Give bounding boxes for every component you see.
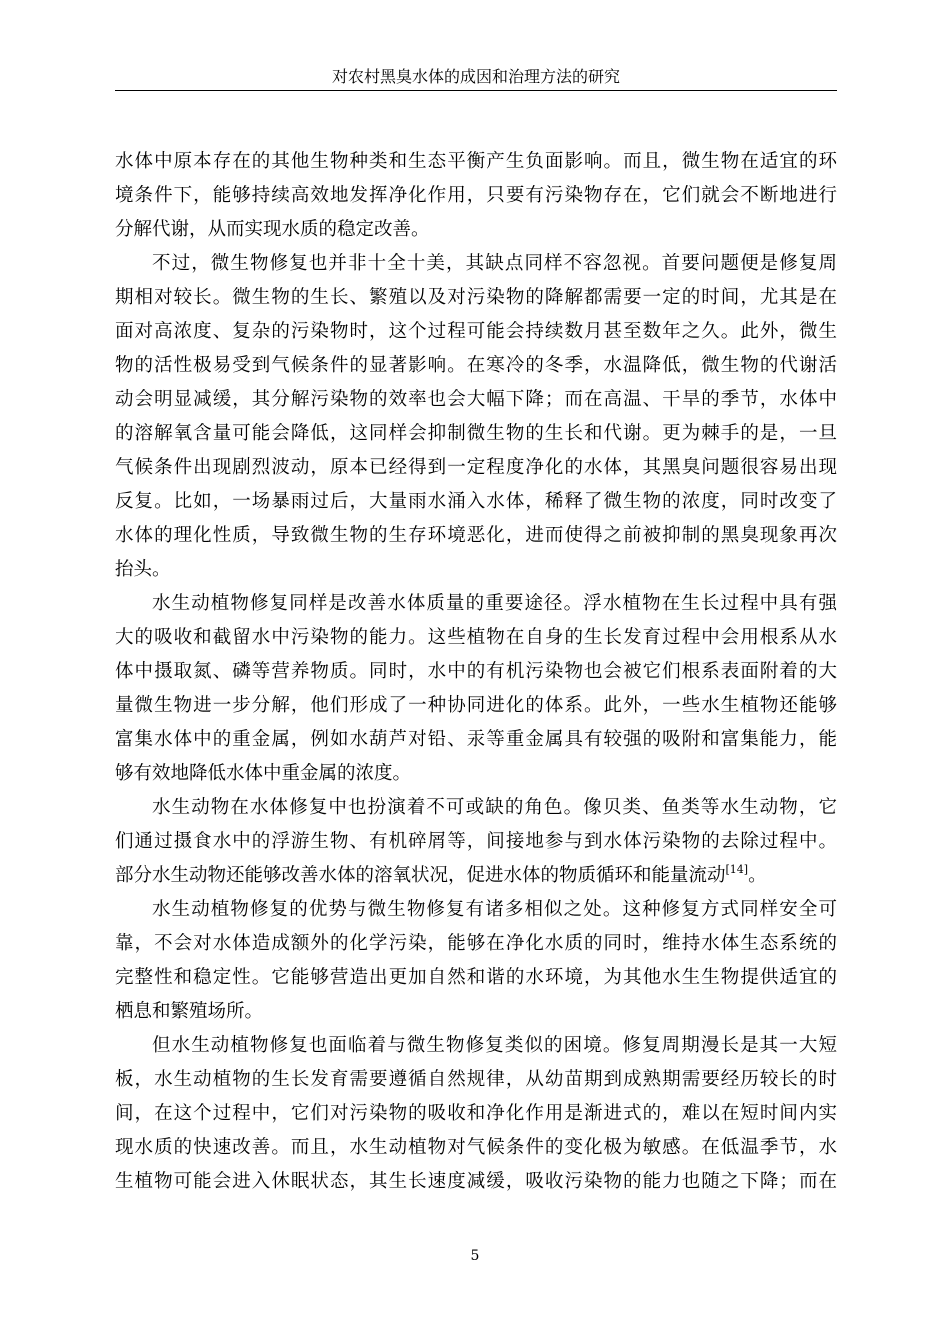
- paragraph: [115, 247, 837, 587]
- text-line: 部分水生动物还能够改善水体的溶氧状况，促进水体的物质循环和能量流动[14]。: [115, 863, 767, 886]
- text-line: 靠，不会对水体造成额外的化学污染，能够在净化水质的同时，维持水体生态系统的: [115, 933, 837, 954]
- paragraph: [115, 791, 837, 893]
- page-number: 5: [470, 1248, 480, 1264]
- text-line: 间，在这个过程中，它们对污染物的吸收和净化作用是渐进式的，难以在短时间内实: [115, 1103, 837, 1124]
- text-line: 生植物可能会进入休眠状态，其生长速度减缓，吸收污染物的能力也随之下降；而在: [115, 1171, 837, 1192]
- text-line: 完整性和稳定性。它能够营造出更加自然和谐的水环境，为其他水生生物提供适宜的: [115, 967, 837, 988]
- text-line: 大的吸收和截留水中污染物的能力。这些植物在自身的生长发育过程中会用根系从水: [115, 627, 837, 648]
- text-line: 境条件下，能够持续高效地发挥净化作用，只要有污染物存在，它们就会不断地进行: [115, 185, 837, 206]
- paragraph: [115, 145, 837, 247]
- text-line: 板，水生动植物的生长发育需要遵循自然规律，从幼苗期到成熟期需要经历较长的时: [115, 1069, 837, 1090]
- text-line: 动会明显减缓，其分解污染物的效率也会大幅下降；而在高温、干旱的季节，水体中: [115, 389, 837, 410]
- text-line: 抬头。: [115, 559, 171, 580]
- citation-tail: 。: [748, 865, 767, 886]
- text-line: 但水生动植物修复也面临着与微生物修复类似的困境。修复周期漫长是其一大短: [152, 1035, 837, 1056]
- paragraph: [115, 587, 837, 791]
- text-line: 分解代谢，从而实现水质的稳定改善。: [115, 219, 430, 240]
- text-line: 的溶解氧含量可能会降低，这同样会抑制微生物的生长和代谢。更为棘手的是，一旦: [115, 423, 837, 444]
- text-line: 体中摄取氮、磷等营养物质。同时，水中的有机污染物也会被它们根系表面附着的大: [115, 661, 837, 682]
- text-line: 不过，微生物修复也并非十全十美，其缺点同样不容忽视。首要问题便是修复周: [152, 253, 837, 274]
- text-line: 水生动植物修复同样是改善水体质量的重要途径。浮水植物在生长过程中具有强: [152, 593, 837, 614]
- body-text: [115, 145, 837, 1199]
- text-line: 面对高浓度、复杂的污染物时，这个过程可能会持续数月甚至数年之久。此外，微生: [115, 321, 837, 342]
- text-line: 们通过摄食水中的浮游生物、有机碎屑等，间接地参与到水体污染物的去除过程中。: [115, 831, 837, 852]
- text-line: 水生动物在水体修复中也扮演着不可或缺的角色。像贝类、鱼类等水生动物，它: [152, 797, 837, 818]
- text-line: 气候条件出现剧烈波动，原本已经得到一定程度净化的水体，其黑臭问题很容易出现: [115, 457, 837, 478]
- text-line: 水体中原本存在的其他生物种类和生态平衡产生负面影响。而且，微生物在适宜的环: [115, 151, 837, 172]
- text-line: 水体的理化性质，导致微生物的生存环境恶化，进而使得之前被抑制的黑臭现象再次: [115, 525, 837, 546]
- text-line: 富集水体中的重金属，例如水葫芦对铅、汞等重金属具有较强的吸附和富集能力，能: [115, 729, 837, 750]
- paragraph: [115, 1029, 837, 1199]
- running-header: 对农村黑臭水体的成因和治理方法的研究: [115, 64, 837, 91]
- text-line: 物的活性极易受到气候条件的显著影响。在寒冷的冬季，水温降低，微生物的代谢活: [115, 355, 837, 376]
- text-line: 现水质的快速改善。而且，水生动植物对气候条件的变化极为敏感。在低温季节，水: [115, 1137, 837, 1158]
- citation-mark[interactable]: [14]: [725, 863, 749, 876]
- text-line: 水生动植物修复的优势与微生物修复有诸多相似之处。这种修复方式同样安全可: [152, 899, 837, 920]
- text-line: 够有效地降低水体中重金属的浓度。: [115, 763, 412, 784]
- paragraph: [115, 893, 837, 1029]
- text-line: 量微生物进一步分解，他们形成了一种协同进化的体系。此外，一些水生植物还能够: [115, 695, 837, 716]
- text-line: 栖息和繁殖场所。: [115, 1001, 264, 1022]
- text-line: 反复。比如，一场暴雨过后，大量雨水涌入水体，稀释了微生物的浓度，同时改变了: [115, 491, 837, 512]
- text-line: 期相对较长。微生物的生长、繁殖以及对污染物的降解都需要一定的时间，尤其是在: [115, 287, 837, 308]
